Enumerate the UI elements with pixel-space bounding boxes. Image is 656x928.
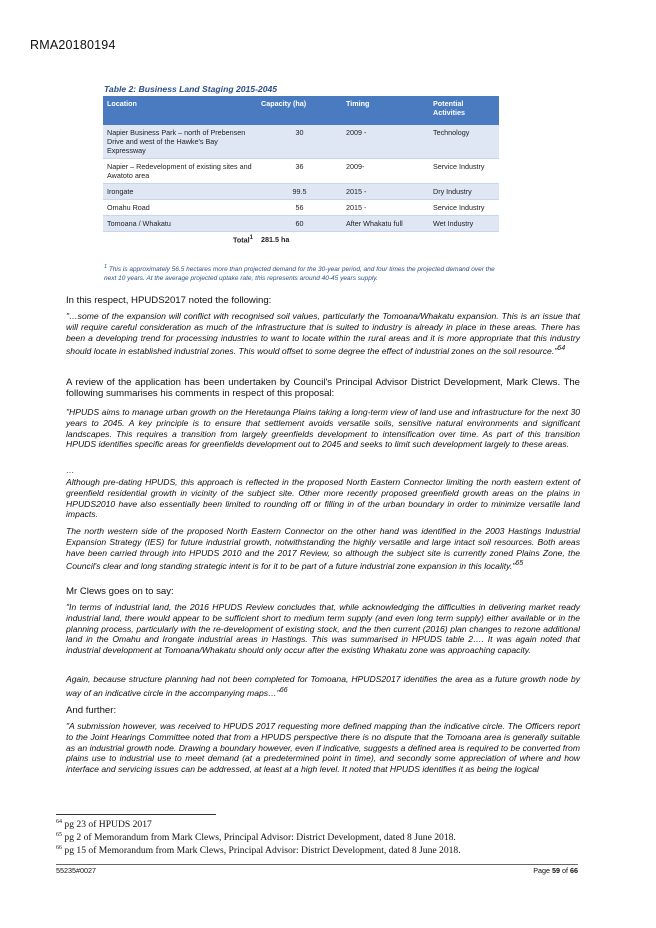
quote-text: The north western side of the proposed North Eastern Connector on the other hand was identified in the 2003 Hastings Industrial Expansion Strategy (IES) for future industrial growth, notwithstanding the highly versatile and large intact soil resources. Both areas have been carried through into HPUDS 2010 and the 2017 Review, so although the subject site is currently zoned Plains Zone, the Council's clear and long standing strategic intent is for it to be part of a future industrial zone expansion in this locality."	[66, 526, 580, 572]
footnote-ref: 64	[557, 344, 566, 353]
footnote-number: 66	[56, 845, 62, 851]
quote-block: "A submission however, was received to HPUDS 2017 requesting more defined mapping than the indicative circle. The Officers report to the Joint Hearings Committee noted that from a HPUDS perspective there is no dispute that the Tomoana area is generally suitable as an industrial growth node. Drawing a boundary however, even if indicative, suggests a defined area is required to be converted from plains use to industrial use to meet demand (at a predetermined point in time), and secondly some appreciation of where and how interface and servicing issues can be addressed, at least at a high level. It noted that HPUDS identifies it as being the logical	[66, 721, 580, 775]
cell-location: Tomoana / Whakatu	[103, 216, 257, 232]
cell-location: Napier Business Park – north of Prebensen Drive and west of the Hawke's Bay Expressway	[103, 125, 257, 159]
of-label: of	[562, 866, 568, 875]
footnote-text: pg 15 of Memorandum from Mark Clews, Principal Advisor: District Development, dated 8 June 2018.	[64, 845, 461, 857]
page-total: 66	[570, 866, 578, 875]
table-row	[103, 216, 499, 232]
table-row	[103, 200, 499, 216]
total-label-cell	[103, 232, 257, 248]
cell-activity: Wet Industry	[429, 216, 499, 232]
paragraph: Mr Clews goes on to say:	[66, 586, 174, 597]
footnote-text: pg 23 of HPUDS 2017	[64, 819, 152, 831]
cell-timing: 2009-	[342, 159, 429, 184]
paragraph: A review of the application has been undertaken by Council's Principal Advisor District Development, Mark Clews. The following summarises his comments in respect of this proposal:	[66, 377, 580, 399]
footnote	[56, 845, 461, 856]
footer-divider	[56, 864, 578, 865]
total-label: Total	[233, 235, 250, 245]
footnote	[56, 819, 152, 830]
cell-capacity: 99.5	[257, 184, 342, 200]
cell-location: Omahu Road	[103, 200, 257, 216]
total-value: 281.5 ha	[261, 235, 290, 244]
header-activities: Potential Activities	[429, 96, 499, 125]
document-id: RMA20180194	[30, 38, 116, 52]
quote-block: Although pre-dating HPUDS, this approach is reflected in the proposed North Eastern Connector limiting the north eastern extent of greenfield residential growth in vicinity of the subject site. Other more recently proposed greenfield growth areas on the plains in HPUDS2010 have also essentially been limited to rounding off or filling in of the urban boundary in order to minimize versatile land impacts.	[66, 477, 580, 520]
cell-capacity: 36	[257, 159, 342, 184]
footnote-number: 64	[56, 819, 62, 825]
footnote-ref: 66	[279, 685, 288, 694]
cell-capacity: 56	[257, 200, 342, 216]
table-footnote-text: This is approximately 56.5 hectares more than projected demand for the 30-year period, and four times the projected demand over the next 10 years. At the average projected uptake rate, this represents around 40-45 years supply.	[104, 266, 495, 283]
table-row	[103, 159, 499, 184]
cell-timing: After Whakatu full	[342, 216, 429, 232]
cell-capacity: 30	[257, 125, 342, 159]
quote-block	[66, 674, 580, 698]
cell-activity: Technology	[429, 125, 499, 159]
page-number: 59	[552, 866, 560, 875]
quote-ellipsis: …	[66, 465, 75, 475]
header-location: Location	[103, 96, 257, 125]
table-title: Table 2: Business Land Staging 2015-2045	[104, 84, 278, 94]
footer-reference: 55235#0027	[56, 866, 96, 875]
paragraph: And further:	[66, 705, 117, 716]
table-row	[103, 184, 499, 200]
total-footnote-ref: 1	[249, 235, 253, 241]
footnote-number: 65	[56, 832, 62, 838]
footnote-divider	[56, 814, 216, 815]
total-row	[103, 232, 499, 248]
cell-capacity: 60	[257, 216, 342, 232]
table-footnote-num: 1	[104, 264, 108, 270]
header-capacity: Capacity (ha)	[257, 96, 342, 125]
cell-activity: Dry Industry	[429, 184, 499, 200]
quote-block: "HPUDS aims to manage urban growth on the Heretaunga Plains taking a long-term view of land use and infrastructure for the next 30 years to 2045. A key principle is to ensure that settlement avoids versatile soils, sensitive natural environments and significant landscapes. This requires a transition from largely greenfields development to intensification over time. As part of this transition HPUDS identifies specific areas for greenfields development out to 2045 and seeks to limit such development largely to these areas.	[66, 407, 580, 450]
cell-timing: 2015 -	[342, 184, 429, 200]
table-footnote	[104, 263, 504, 283]
cell-timing: 2015 -	[342, 200, 429, 216]
page-indicator	[533, 866, 578, 875]
footnote-ref: 65	[515, 559, 524, 568]
cell-timing: 2009 -	[342, 125, 429, 159]
cell-location: Irongate	[103, 184, 257, 200]
table-row	[103, 125, 499, 159]
quote-block: "In terms of industrial land, the 2016 HPUDS Review concludes that, while acknowledging the difficulties in delivering market ready industrial land, there would appear to be sufficient short to medium term supply (and even long term supply) either available or in the planning process, particularly with the re-development of existing stock, and the then current (2016) plan changes to rezone additional land in the Omahu and Irongate industrial areas in Hastings. This was summarised in HPUDS table 2…. It was again noted that industrial development at Tomoana/Whakatu should only occur after the existing Whakatu zone was approaching capacity.	[66, 602, 580, 656]
footnote-text: pg 2 of Memorandum from Mark Clews, Principal Advisor: District Development, dated 8 June 2018.	[64, 832, 456, 844]
cell-activity: Service Industry	[429, 159, 499, 184]
page-label: Page	[533, 866, 550, 875]
business-land-table	[103, 96, 499, 247]
footnote	[56, 832, 456, 843]
cell-location: Napier – Redevelopment of existing sites and Awatoto area	[103, 159, 257, 184]
cell-activity: Service Industry	[429, 200, 499, 216]
paragraph: In this respect, HPUDS2017 noted the following:	[66, 295, 272, 306]
header-timing: Timing	[342, 96, 429, 125]
quote-block	[66, 311, 580, 357]
quote-block	[66, 526, 580, 572]
quote-text: "…some of the expansion will conflict with recognised soil values, particularly the Tomoana/Whakatu expansion. This is an issue that will require careful consideration as much of the infrastructure that is suited to industry is already in place in these areas. There has been a developing trend for processing industries to want to locate within the rural areas and it is more appropriate that this industry should locate in established industrial zones. This would offset to some degree the effect of industrial zones on the soil resource."	[66, 311, 580, 357]
quote-text: Again, because structure planning had not been completed for Tomoana, HPUDS2017 identifies the area as a future growth node by way of an indicative circle in the accompanying maps…"	[66, 674, 580, 698]
